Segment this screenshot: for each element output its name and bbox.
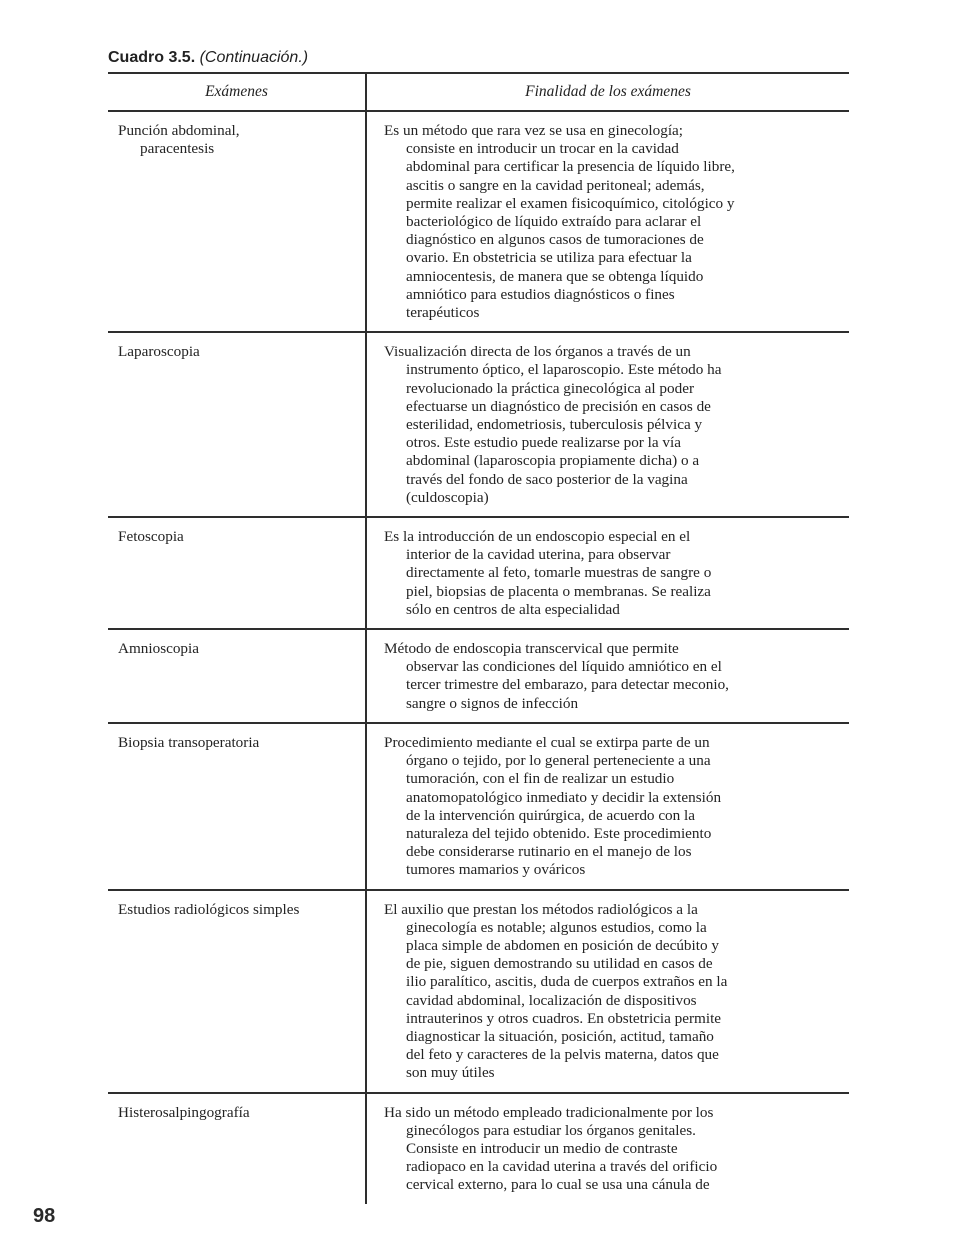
purpose-text (367, 891, 849, 1092)
header-purpose: Finalidad de los exámenes (366, 73, 849, 111)
purpose-text (367, 518, 849, 628)
exam-name-line: Histerosalpingografía (118, 1103, 250, 1121)
exam-name (108, 1094, 365, 1131)
purpose-text-line: naturaleza del tejido obtenido. Este procedimiento (406, 824, 712, 842)
purpose-text (367, 1094, 849, 1204)
purpose-text-line: El auxilio que prestan los métodos radiológicos a la (384, 900, 698, 918)
purpose-text-line: instrumento óptico, el laparoscopio. Este método ha (406, 361, 722, 379)
exam-name-line: Biopsia transoperatoria (118, 733, 260, 751)
purpose-text-line: de la intervención quirúrgica, de acuerdo con la (406, 806, 695, 824)
purpose-text-line: ovario. En obstetricia se utiliza para efectuar la (406, 249, 692, 267)
purpose-text-line: piel, biopsias de placenta o membranas. Se realiza (406, 582, 711, 600)
purpose-text-line: cavidad abdominal, localización de dispositivos (406, 991, 697, 1009)
purpose-text-line: amniocentesis, de manera que se obtenga líquido (406, 267, 704, 285)
purpose-text-line: permite realizar el examen fisicoquímico, citológico y (406, 194, 735, 212)
purpose-cell (366, 111, 849, 332)
purpose-text-line: tumoración, con el fin de realizar un estudio (406, 770, 675, 788)
exam-name (108, 333, 365, 370)
exam-cell (108, 629, 366, 723)
exam-name-line: Laparoscopia (118, 343, 200, 361)
exam-name (108, 724, 365, 761)
purpose-text-line: (culdoscopia) (406, 488, 489, 506)
purpose-cell (366, 890, 849, 1093)
purpose-text-line: de pie, siguen demostrando su utilidad en casos de (406, 955, 713, 973)
purpose-text (367, 333, 849, 516)
purpose-text-line: son muy útiles (406, 1064, 495, 1082)
table-row (108, 890, 849, 1093)
purpose-text-line: ginecología es notable; algunos estudios, como la (406, 918, 707, 936)
purpose-cell (366, 723, 849, 890)
purpose-text-line: directamente al feto, tomarle muestras de sangre o (406, 564, 712, 582)
purpose-text-line: placa simple de abdomen en posición de decúbito y (406, 936, 719, 954)
purpose-text-line: terapéuticos (406, 304, 480, 322)
purpose-text (367, 112, 849, 331)
table-row (108, 111, 849, 332)
purpose-text-line: ascitis o sangre en la cavidad peritoneal; además, (406, 176, 705, 194)
exam-name-line: Amnioscopia (118, 640, 199, 658)
purpose-text-line: ilio paralítico, ascitis, duda de cuerpos extraños en la (406, 973, 728, 991)
purpose-text-line: abdominal para certificar la presencia de líquido libre, (406, 158, 735, 176)
purpose-text (367, 724, 849, 889)
header-exams: Exámenes (108, 73, 366, 111)
purpose-text-line: cervical externo, para lo cual se usa una cánula de (406, 1176, 710, 1194)
exam-cell (108, 111, 366, 332)
table-row (108, 723, 849, 890)
table-row (108, 332, 849, 517)
purpose-text-line: otros. Este estudio puede realizarse por la vía (406, 434, 681, 452)
purpose-text-line: efectuarse un diagnóstico de precisión en casos de (406, 397, 711, 415)
table-number: Cuadro 3.5. (108, 49, 196, 66)
purpose-text-line: tumores mamarios y ováricos (406, 861, 586, 879)
purpose-text-line: abdominal (laparoscopia propiamente dicha) o a (406, 452, 700, 470)
purpose-cell (366, 629, 849, 723)
table-header-row (108, 73, 849, 111)
exam-cell (108, 723, 366, 890)
purpose-text-line: Ha sido un método empleado tradicionalmente por los (384, 1103, 714, 1121)
purpose-text-line: sangre o signos de infección (406, 694, 579, 712)
purpose-cell (366, 517, 849, 629)
purpose-text-line: sólo en centros de alta especialidad (406, 600, 620, 618)
table-continuation-note: (Continuación.) (199, 49, 309, 66)
purpose-text-line: radiopaco en la cavidad uterina a través del orificio (406, 1158, 718, 1176)
exam-name-line: Estudios radiológicos simples (118, 900, 300, 918)
purpose-text-line: interior de la cavidad uterina, para observar (406, 546, 671, 564)
table-row (108, 1093, 849, 1204)
purpose-text-line: revolucionado la práctica ginecológica al poder (406, 379, 695, 397)
purpose-text-line: Visualización directa de los órganos a través de un (384, 343, 691, 361)
purpose-cell (366, 332, 849, 517)
purpose-text-line: tercer trimestre del embarazo, para detectar meconio, (406, 676, 729, 694)
exam-cell (108, 332, 366, 517)
purpose-text-line: órgano o tejido, por lo general perteneciente a una (406, 752, 711, 770)
page-number: 98 (33, 1205, 56, 1227)
purpose-text-line: intrauterinos y otros cuadros. En obstetricia permite (406, 1009, 722, 1027)
purpose-text-line: diagnosticar la situación, posición, actitud, tamaño (406, 1027, 714, 1045)
purpose-text-line: Es la introducción de un endoscopio especial en el (384, 528, 691, 546)
purpose-cell (366, 1093, 849, 1204)
exam-name (108, 112, 365, 167)
table-caption (108, 49, 308, 67)
exam-name-line: Fetoscopia (118, 528, 184, 546)
exam-cell (108, 517, 366, 629)
table-row (108, 517, 849, 629)
purpose-text-line: anatomopatológico inmediato y decidir la extensión (406, 788, 722, 806)
exam-name-line: Punción abdominal, (118, 122, 240, 139)
purpose-text-line: debe considerarse rutinario en el manejo de los (406, 843, 692, 861)
purpose-text-line: diagnóstico en algunos casos de tumoraciones de (406, 231, 704, 249)
exam-name (108, 518, 365, 555)
purpose-text-line: través del fondo de saco posterior de la vagina (406, 470, 688, 488)
exams-table (108, 72, 849, 1204)
purpose-text-line: del feto y caracteres de la pelvis materna, datos que (406, 1046, 719, 1064)
exam-name (108, 630, 365, 667)
exam-cell (108, 1093, 366, 1204)
purpose-text-line: consiste en introducir un trocar en la cavidad (406, 140, 679, 158)
purpose-text-line: bacteriológico de líquido extraído para aclarar el (406, 213, 702, 231)
purpose-text-line: Método de endoscopia transcervical que permite (384, 640, 679, 658)
purpose-text-line: esterilidad, endometriosis, tuberculosis pélvica y (406, 416, 703, 434)
exams-table-container (108, 72, 849, 1204)
exam-name-line: paracentesis (140, 140, 215, 158)
purpose-text (367, 630, 849, 722)
purpose-text-line: ginecólogos para estudiar los órganos genitales. (406, 1121, 696, 1139)
exam-name (108, 891, 365, 928)
purpose-text-line: observar las condiciones del líquido amniótico en el (406, 658, 722, 676)
table-body (108, 111, 849, 1204)
purpose-text-line: Es un método que rara vez se usa en ginecología; (384, 122, 684, 139)
exam-cell (108, 890, 366, 1093)
table-row (108, 629, 849, 723)
purpose-text-line: Procedimiento mediante el cual se extirpa parte de un (384, 733, 710, 751)
purpose-text-line: Consiste en introducir un medio de contraste (406, 1139, 678, 1157)
purpose-text-line: amniótico para estudios diagnósticos o fines (406, 285, 675, 303)
